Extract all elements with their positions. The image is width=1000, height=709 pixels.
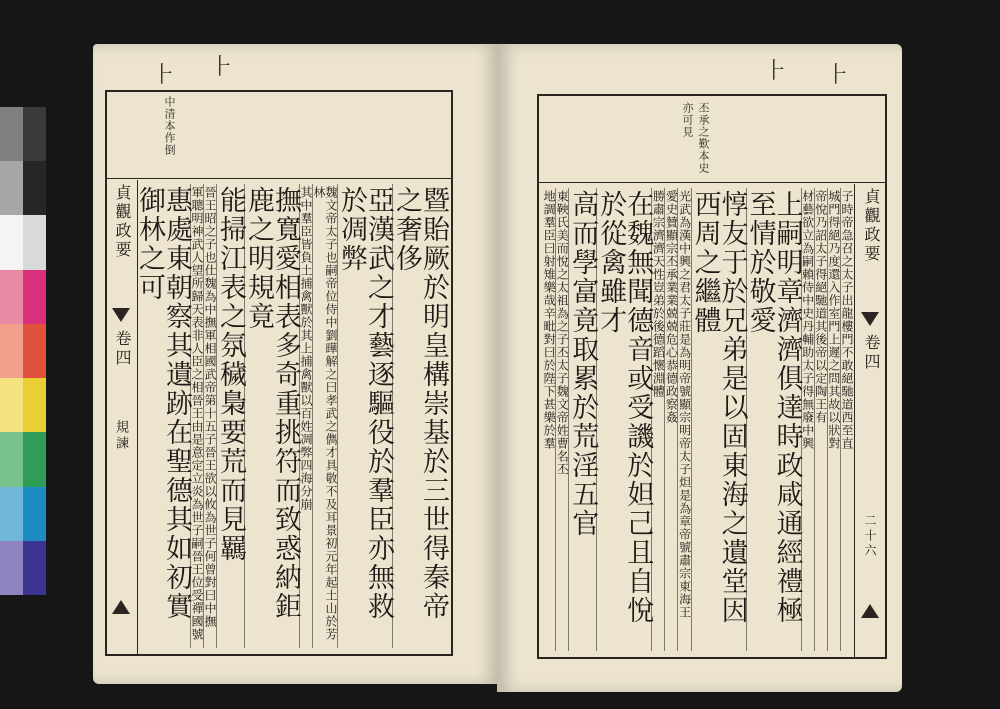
commentary-column: 子時帝急召之太子出龍樓門不敢絕馳道西至直 (840, 188, 853, 651)
color-swatch (23, 161, 46, 215)
gutter-title: 貞觀政要 (862, 188, 881, 264)
gutter-section: 規諫 (113, 420, 128, 452)
right-text-frame (537, 94, 887, 659)
text-column: 撫寬愛相表多奇重挑符而致惑納鉅鹿之明規竟 (244, 184, 299, 648)
color-swatch-row (0, 107, 46, 161)
text-column: 惠處東朝察其遺跡在聖德其如初實御林之可 (134, 186, 192, 621)
color-swatch (23, 107, 46, 161)
commentary-column: 地調羣臣曰射雉樂哉辛毗對曰於陛下甚樂於羣 (542, 190, 557, 450)
color-swatch (23, 324, 46, 378)
gutter-title: 貞觀政要 (113, 184, 132, 260)
right-header-note: 丕承之歎本史亦可見 (681, 102, 710, 174)
text-column: 暨貽厥於明皇構崇基於三世得秦帝之奢侈 (392, 184, 447, 648)
color-swatch (23, 378, 46, 432)
color-swatch (0, 432, 23, 486)
fish-tail-mark (112, 600, 130, 614)
text-column: 高而學富竟取累於荒淫五官 (568, 188, 596, 651)
color-swatch (23, 487, 46, 541)
left-page (93, 44, 497, 684)
text-column: 能掃江表之氛穢梟要荒而見羈 (216, 184, 244, 648)
color-swatch (0, 107, 23, 161)
color-calibration-chart (0, 107, 46, 595)
left-text-columns (134, 184, 449, 648)
fish-tail-mark (861, 604, 879, 618)
ink-mark: ⺊ (765, 59, 788, 84)
color-swatch-row (0, 541, 46, 595)
text-column: 上嗣明章濟濟俱達時政咸通經禮極至情於敬愛 (746, 188, 801, 651)
color-swatch (23, 215, 46, 269)
right-gutter (854, 184, 885, 657)
commentary-column: 晉王昭之子也仕魏為中撫軍相國武帝第十五子晉王欲以攸為世子何曾對曰中撫 (203, 184, 216, 648)
commentary-column: 其中羣臣皆負土捕禽獸於其上捕禽獸以百姓凋弊四海分崩 (299, 184, 312, 648)
color-swatch (0, 161, 23, 215)
color-swatch (23, 270, 46, 324)
fish-tail-mark (861, 312, 879, 326)
color-swatch-row (0, 270, 46, 324)
commentary-column: 城門得絕乃度還入作室門上遲之問其故以狀對 (827, 188, 840, 651)
right-page (497, 44, 902, 692)
color-swatch-row (0, 215, 46, 269)
color-swatch (23, 541, 46, 595)
ink-mark: ⺊ (827, 63, 850, 88)
commentary-column: 東鞅氏美而悅之太祖為之子丕太子魏文帝姓曹名丕 (555, 188, 568, 651)
text-column: 在魏無聞德音或受譏於妲己且自悅於從禽雖才 (596, 188, 651, 651)
ink-mark: ⺊ (211, 55, 234, 80)
color-swatch (0, 487, 23, 541)
left-header-note: 中清本作倒 (163, 96, 176, 156)
commentary-column: 光武為漢中興之君太子莊是為明帝號顯宗明帝太子炟是為章帝號肅宗東海王 (677, 188, 690, 651)
commentary-column: 勝肅宗濟濟天性豈弟於後德蹈懷淵體 (651, 188, 664, 651)
left-header-band (107, 92, 451, 179)
commentary-column: 愛史贊顯宗丕承業業兢兢危心恭德政察姦 (664, 188, 677, 651)
left-text-frame (105, 90, 453, 656)
gutter-volume: 卷四 (862, 334, 881, 372)
color-swatch (0, 324, 23, 378)
color-swatch (23, 432, 46, 486)
right-text-columns (543, 188, 853, 651)
color-swatch-row (0, 487, 46, 541)
color-swatch-row (0, 324, 46, 378)
color-swatch (0, 270, 23, 324)
color-swatch (0, 378, 23, 432)
commentary-column: 魏文帝太子也嗣帝位侍中劉曄解之曰孝武之儁才具敬不及耳景初元年起土山於芳林 (312, 184, 337, 648)
text-column: 惇友于於兄弟是以固東海之遺堂因西周之繼體 (691, 188, 746, 651)
color-swatch-row (0, 432, 46, 486)
right-header-band (539, 96, 885, 183)
text-column: 亞漢武之才藝逐驅役於羣臣亦無救於凋弊 (337, 184, 392, 648)
color-swatch-row (0, 161, 46, 215)
gutter-volume: 卷四 (113, 330, 132, 368)
commentary-column: 軍聰明神武人望所歸天表非人臣之相晉王由是意定立炎為世子嗣晉王位受禪國號 (190, 184, 203, 648)
color-swatch-row (0, 378, 46, 432)
color-swatch (0, 541, 23, 595)
commentary-column: 帝悅乃詔太子得絕馳道其後帝以定陶王有 (814, 188, 827, 651)
ink-mark: ⺊ (153, 63, 176, 88)
page-number: 二十六 (863, 514, 877, 559)
fish-tail-mark (112, 308, 130, 322)
commentary-column: 材藝欲立為嗣賴侍中史丹輔助太子得無廢中興 (801, 188, 814, 651)
color-swatch (0, 215, 23, 269)
